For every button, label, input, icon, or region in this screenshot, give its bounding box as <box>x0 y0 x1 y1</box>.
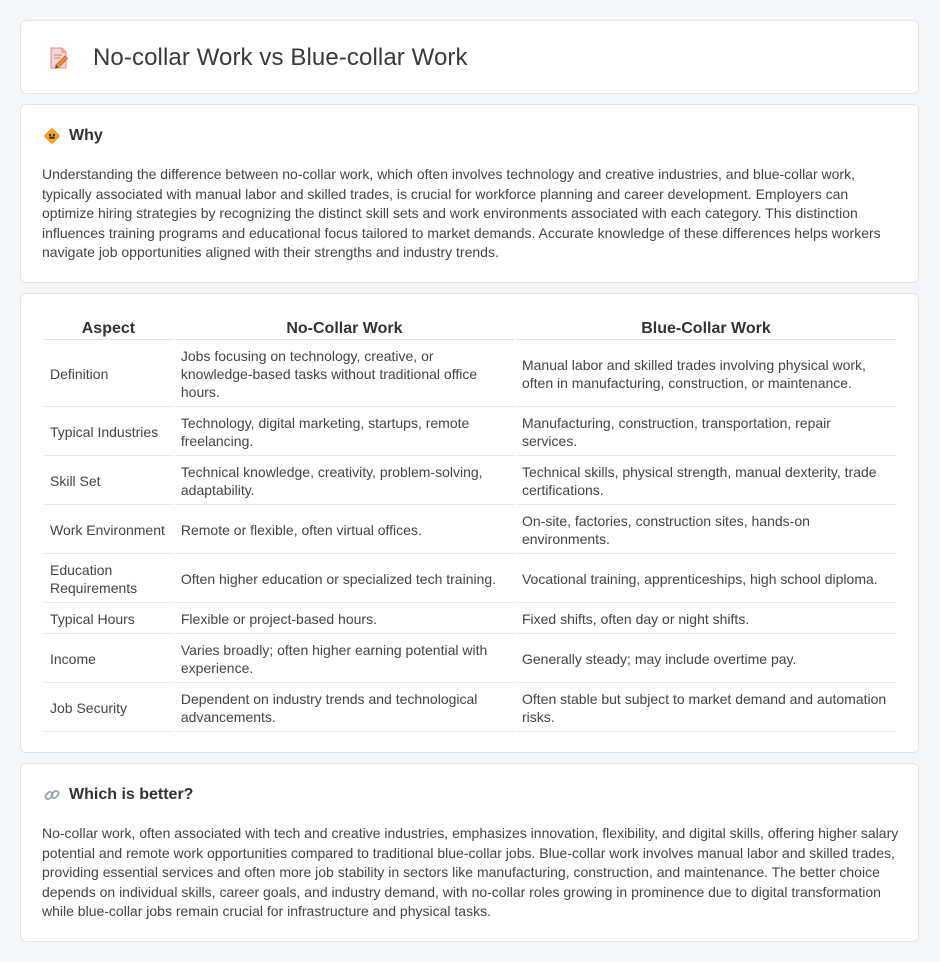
row-blue-collar: Manual labor and skilled trades involving physical work, often in manufacturing, construction, or maintenance. <box>516 342 896 407</box>
why-section <box>20 104 919 283</box>
comparison-section <box>20 293 919 753</box>
why-text: Understanding the difference between no-collar work, which often involves technology and creative industries, and blue-collar work, typically associated with manual labor and skilled trades, is crucial for workforce planning and career development. Employers can optimize hiring strategies by recognizing the distinct skill sets and work environments associated with each category. This distinction influences training programs and educational focus tailored to market demands. Accurate knowledge of these differences helps workers navigate job opportunities aligned with their strengths and industry trends. <box>42 166 881 261</box>
table-row <box>44 458 896 505</box>
row-aspect: Definition <box>44 342 173 407</box>
row-aspect: Job Security <box>44 685 173 732</box>
row-blue-collar: Vocational training, apprenticeships, high school diploma. <box>516 556 896 603</box>
table-row <box>44 636 896 683</box>
table-row <box>44 605 896 634</box>
link-icon <box>43 786 61 804</box>
header-aspect: Aspect <box>44 318 173 340</box>
why-heading-row <box>43 127 103 145</box>
table-row <box>44 409 896 456</box>
row-aspect: Education Requirements <box>44 556 173 603</box>
row-no-collar: Remote or flexible, often virtual offices. <box>175 507 514 554</box>
document-pencil-icon <box>47 46 71 70</box>
better-heading-row <box>43 786 193 804</box>
better-text: No-collar work, often associated with tech and creative industries, emphasizes innovation, flexibility, and digital skills, offering higher salary potential and remote work opportunities compared to traditional blue-collar jobs. Blue-collar work involves manual labor and skilled trades, providing essential services and often more job stability in sectors like manufacturing, construction, and maintenance. The better choice depends on individual skills, career goals, and industry demand, with no-collar roles growing in prominence due to digital transformation while blue-collar jobs remain crucial for infrastructure and physical tasks. <box>42 825 899 920</box>
title-card <box>20 20 919 94</box>
title-row <box>47 44 468 72</box>
row-no-collar: Technology, digital marketing, startups, remote freelancing. <box>175 409 514 456</box>
why-heading: Why <box>69 127 103 144</box>
row-no-collar: Often higher education or specialized tech training. <box>175 556 514 603</box>
comparison-table <box>42 316 898 734</box>
row-no-collar: Varies broadly; often higher earning potential with experience. <box>175 636 514 683</box>
row-aspect: Skill Set <box>44 458 173 505</box>
row-no-collar: Technical knowledge, creativity, problem-solving, adaptability. <box>175 458 514 505</box>
better-heading: Which is better? <box>69 786 194 803</box>
table-row <box>44 507 896 554</box>
table-row <box>44 685 896 732</box>
row-blue-collar: Generally steady; may include overtime pay. <box>516 636 896 683</box>
header-blue-collar: Blue-Collar Work <box>516 318 896 340</box>
row-blue-collar: On-site, factories, construction sites, hands-on environments. <box>516 507 896 554</box>
table-row <box>44 556 896 603</box>
row-aspect: Typical Hours <box>44 605 173 634</box>
row-aspect: Work Environment <box>44 507 173 554</box>
row-no-collar: Jobs focusing on technology, creative, or knowledge-based tasks without traditional office hours. <box>175 342 514 407</box>
row-blue-collar: Technical skills, physical strength, manual dexterity, trade certifications. <box>516 458 896 505</box>
row-aspect: Typical Industries <box>44 409 173 456</box>
header-no-collar: No-Collar Work <box>175 318 514 340</box>
row-no-collar: Dependent on industry trends and technological advancements. <box>175 685 514 732</box>
which-better-section <box>20 763 919 942</box>
row-aspect: Income <box>44 636 173 683</box>
table-row <box>44 342 896 407</box>
diamond-sign-icon <box>43 127 61 145</box>
row-no-collar: Flexible or project-based hours. <box>175 605 514 634</box>
table-header-row <box>44 318 896 340</box>
row-blue-collar: Manufacturing, construction, transportation, repair services. <box>516 409 896 456</box>
row-blue-collar: Often stable but subject to market demand and automation risks. <box>516 685 896 732</box>
row-blue-collar: Fixed shifts, often day or night shifts. <box>516 605 896 634</box>
page-title: No-collar Work vs Blue-collar Work <box>93 44 468 71</box>
